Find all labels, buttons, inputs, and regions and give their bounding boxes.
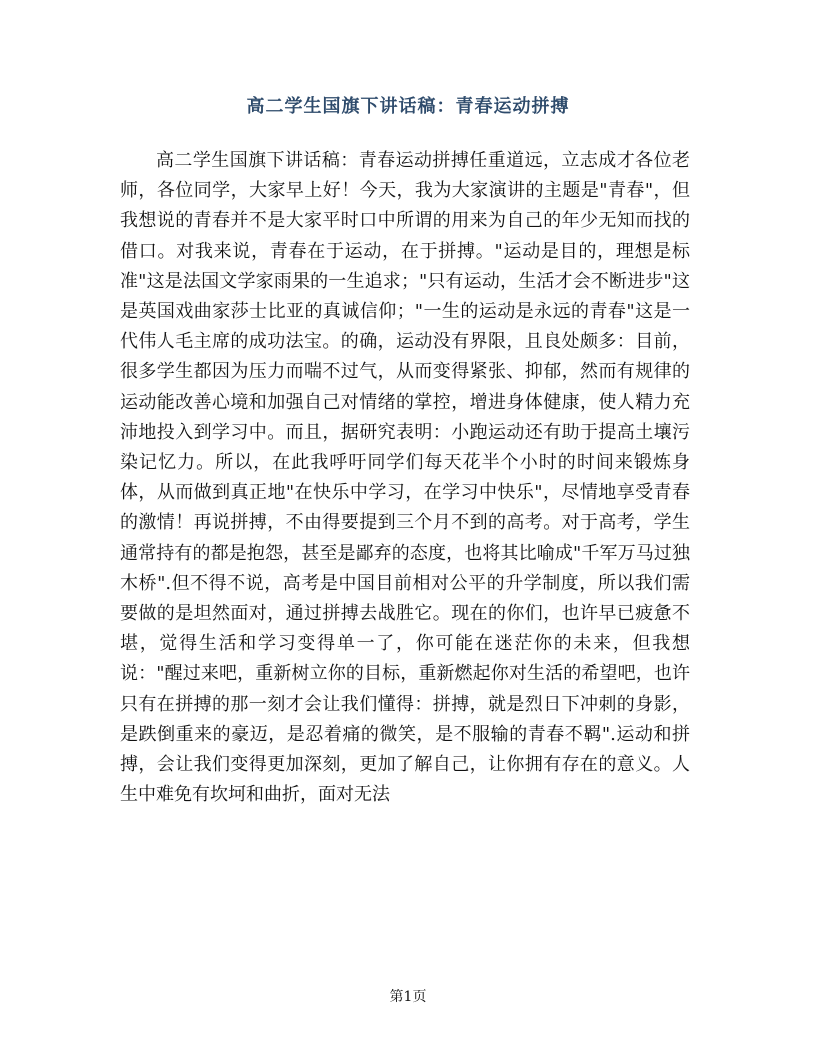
page-number: 第1页 [389, 989, 427, 1005]
body-paragraph: 高二学生国旗下讲话稿：青春运动拼搏任重道远，立志成才各位老师，各位同学，大家早上好！今天，我为大家演讲的主题是"青春"，但我想说的青春并不是大家平时口中所谓的用来为自己的年少无知而找的借口。对我来说，青春在于运动，在于拼搏。"运动是目的，理想是标准"这是法国文学家雨果的一生追求；"只有运动，生活才会不断进步"这是英国戏曲家莎士比亚的真诚信仰；"一生的运动是永远的青春"这是一代伟人毛主席的成功法宝。的确，运动没有界限，且良处颇多：目前，很多学生都因为压力而喘不过气，从而变得紧张、抑郁，然而有规律的运动能改善心境和加强自己对情绪的掌控，增进身体健康，使人精力充沛地投入到学习中。而且，据研究表明：小跑运动还有助于提高土壤污染记忆力。所以，在此我呼吁同学们每天花半个小时的时间来锻炼身体，从而做到真正地"在快乐中学习，在学习中快乐"，尽情地享受青春的激情！再说拼搏，不由得要提到三个月不到的高考。对于高考，学生通常持有的都是抱怨，甚至是鄙弃的态度，也将其比喻成"千军万马过独木桥".但不得不说，高考是中国目前相对公平的升学制度，所以我们需要做的是坦然面对，通过拼搏去战胜它。现在的你们，也许早已疲惫不堪，觉得生活和学习变得单一了，你可能在迷茫你的未来，但我想说："醒过来吧，重新树立你的目标，重新燃起你对生活的希望吧，也许只有在拼搏的那一刻才会让我们懂得：拼搏，就是烈日下冲刺的身影，是跌倒重来的豪迈，是忍着痛的微笑，是不服输的青春不羁".运动和拼搏，会让我们变得更加深刻，更加了解自己，让你拥有存在的意义。人生中难免有坎坷和曲折，面对无法 [120, 150, 690, 806]
document-title: 高二学生国旗下讲话稿：青春运动拼搏 [246, 96, 570, 117]
